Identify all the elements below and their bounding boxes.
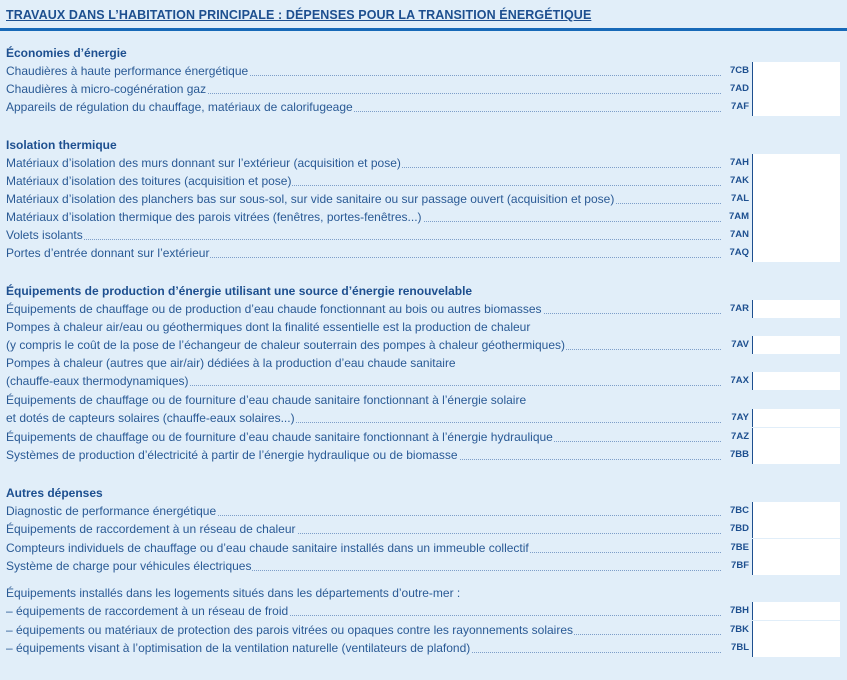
amount-field-7AR[interactable] <box>752 300 840 318</box>
line-code: 7BD <box>729 523 749 534</box>
line-label: Matériaux d’isolation thermique des parois vitrées (fenêtres, portes-fenêtres...) <box>6 210 422 224</box>
line-code: 7AY <box>731 412 749 423</box>
section-title-equipements: Équipements de production d’énergie utilisant une source d’énergie renouvelable <box>6 284 473 298</box>
line-7AD <box>6 80 749 98</box>
line-code: 7AH <box>729 157 749 168</box>
line-label: Système de charge pour véhicules électriques <box>6 559 252 573</box>
line-code: 7BE <box>730 542 749 553</box>
line-label: (chauffe-eaux thermodynamiques) <box>6 374 189 388</box>
form-title: TRAVAUX DANS L’HABITATION PRINCIPALE : DÉPENSES POUR LA TRANSITION ÉNERGÉTIQUE <box>6 8 592 22</box>
line-code: 7AM <box>728 211 749 222</box>
line-7AQ <box>6 244 749 262</box>
line-label: Équipements de chauffage ou de fourniture d’eau chaude sanitaire fonctionnant à l’énergie hydraulique <box>6 430 553 444</box>
amount-field-7AQ[interactable] <box>752 244 840 262</box>
amount-field-7BD[interactable] <box>752 520 840 538</box>
line-label: Volets isolants <box>6 228 83 242</box>
line-label: Matériaux d’isolation des planchers bas sur sous-sol, sur vide sanitaire ou sur passage ouvert (acquisition et pose) <box>6 192 615 206</box>
section-title-economies: Économies d’énergie <box>6 46 127 60</box>
line-7AF <box>6 98 749 116</box>
line-7BE <box>6 539 749 557</box>
line-code: 7AL <box>731 193 749 204</box>
amount-field-7AN[interactable] <box>752 226 840 244</box>
line-label: Matériaux d’isolation des murs donnant sur l’extérieur (acquisition et pose) <box>6 156 401 170</box>
line-7AM <box>6 208 749 226</box>
line-code: 7BK <box>729 624 749 635</box>
line-7AN <box>6 226 749 244</box>
line-code: 7BB <box>729 449 749 460</box>
line-7BF <box>6 557 749 575</box>
amount-field-7BE[interactable] <box>752 539 840 557</box>
line-label: – équipements visant à l’optimisation de la ventilation naturelle (ventilateurs de plafond) <box>6 641 471 655</box>
amount-field-7AZ[interactable] <box>752 428 840 446</box>
line-label: Équipements de raccordement à un réseau de chaleur <box>6 522 296 536</box>
line-code: 7AN <box>729 229 749 240</box>
line-7BC <box>6 502 749 520</box>
amount-field-7BL[interactable] <box>752 639 840 657</box>
amount-field-7AY[interactable] <box>752 409 840 427</box>
line-7BK <box>6 621 749 639</box>
line-code: 7AR <box>729 303 749 314</box>
amount-field-7BF[interactable] <box>752 557 840 575</box>
amount-field-7AH[interactable] <box>752 154 840 172</box>
amount-field-7BK[interactable] <box>752 621 840 639</box>
line-label: Chaudières à haute performance énergétique <box>6 64 249 78</box>
line-7BH <box>6 602 749 620</box>
line-7BD <box>6 520 749 538</box>
line-7AV-first-line: Pompes à chaleur air/eau ou géothermiques dont la finalité essentielle est la production de chaleur <box>6 320 531 334</box>
amount-field-7AD[interactable] <box>752 80 840 98</box>
line-7BB <box>6 446 749 464</box>
line-code: 7BC <box>729 505 749 516</box>
line-7AY <box>6 409 749 427</box>
section-title-autres: Autres dépenses <box>6 486 103 500</box>
line-7AX <box>6 372 749 390</box>
line-label: – équipements de raccordement à un réseau de froid <box>6 604 289 618</box>
line-code: 7BH <box>729 605 749 616</box>
line-label: et dotés de capteurs solaires (chauffe-eaux solaires...) <box>6 411 295 425</box>
line-label: (y compris le coût de la pose de l’échangeur de chaleur souterrain des pompes à chaleur géothermiques) <box>6 338 565 352</box>
amount-field-7BB[interactable] <box>752 446 840 464</box>
line-code: 7AX <box>730 375 749 386</box>
line-label: Équipements de chauffage ou de production d’eau chaude fonctionnant au bois ou autres biomasses <box>6 302 542 316</box>
amount-field-7CB[interactable] <box>752 62 840 80</box>
title-rule <box>0 28 847 31</box>
line-7AR <box>6 300 749 318</box>
line-7AY-first-line: Équipements de chauffage ou de fourniture d’eau chaude sanitaire fonctionnant à l’énergie solaire <box>6 393 527 407</box>
line-7CB <box>6 62 749 80</box>
line-code: 7BF <box>731 560 749 571</box>
line-7BL <box>6 639 749 657</box>
amount-field-7AM[interactable] <box>752 208 840 226</box>
line-label: Appareils de régulation du chauffage, matériaux de calorifugeage <box>6 100 353 114</box>
line-label: Chaudières à micro-cogénération gaz <box>6 82 207 96</box>
line-7AX-first-line: Pompes à chaleur (autres que air/air) dédiées à la production d’eau chaude sanitaire <box>6 356 456 370</box>
line-7AK <box>6 172 749 190</box>
line-code: 7AZ <box>731 431 749 442</box>
line-label: – équipements ou matériaux de protection des parois vitrées ou opaques contre les rayonnements solaires <box>6 623 573 637</box>
line-7AL <box>6 190 749 208</box>
line-label: Portes d’entrée donnant sur l’extérieur <box>6 246 210 260</box>
amount-field-7AL[interactable] <box>752 190 840 208</box>
amount-field-7BH[interactable] <box>752 602 840 620</box>
amount-field-7AF[interactable] <box>752 98 840 116</box>
amount-field-7AK[interactable] <box>752 172 840 190</box>
line-code: 7AV <box>731 339 749 350</box>
line-7AZ <box>6 428 749 446</box>
line-7AH <box>6 154 749 172</box>
line-label: Systèmes de production d’électricité à partir de l’énergie hydraulique ou de biomasse <box>6 448 458 462</box>
amount-field-7BC[interactable] <box>752 502 840 520</box>
line-label: Compteurs individuels de chauffage ou d’eau chaude sanitaire installés dans un immeuble collectif <box>6 541 529 555</box>
line-code: 7AQ <box>729 247 749 258</box>
amount-field-7AX[interactable] <box>752 372 840 390</box>
line-label: Matériaux d’isolation des toitures (acquisition et pose) <box>6 174 292 188</box>
section-title-isolation: Isolation thermique <box>6 138 117 152</box>
outremer-intro: Équipements installés dans les logements situés dans les départements d’outre-mer : <box>6 586 461 600</box>
dot-leader <box>6 239 721 240</box>
amount-field-7AV[interactable] <box>752 336 840 354</box>
line-7AV <box>6 336 749 354</box>
line-code: 7AF <box>731 101 749 112</box>
line-code: 7CB <box>729 65 749 76</box>
line-code: 7BL <box>731 642 749 653</box>
line-label: Diagnostic de performance énergétique <box>6 504 217 518</box>
line-code: 7AD <box>729 83 749 94</box>
line-code: 7AK <box>729 175 749 186</box>
